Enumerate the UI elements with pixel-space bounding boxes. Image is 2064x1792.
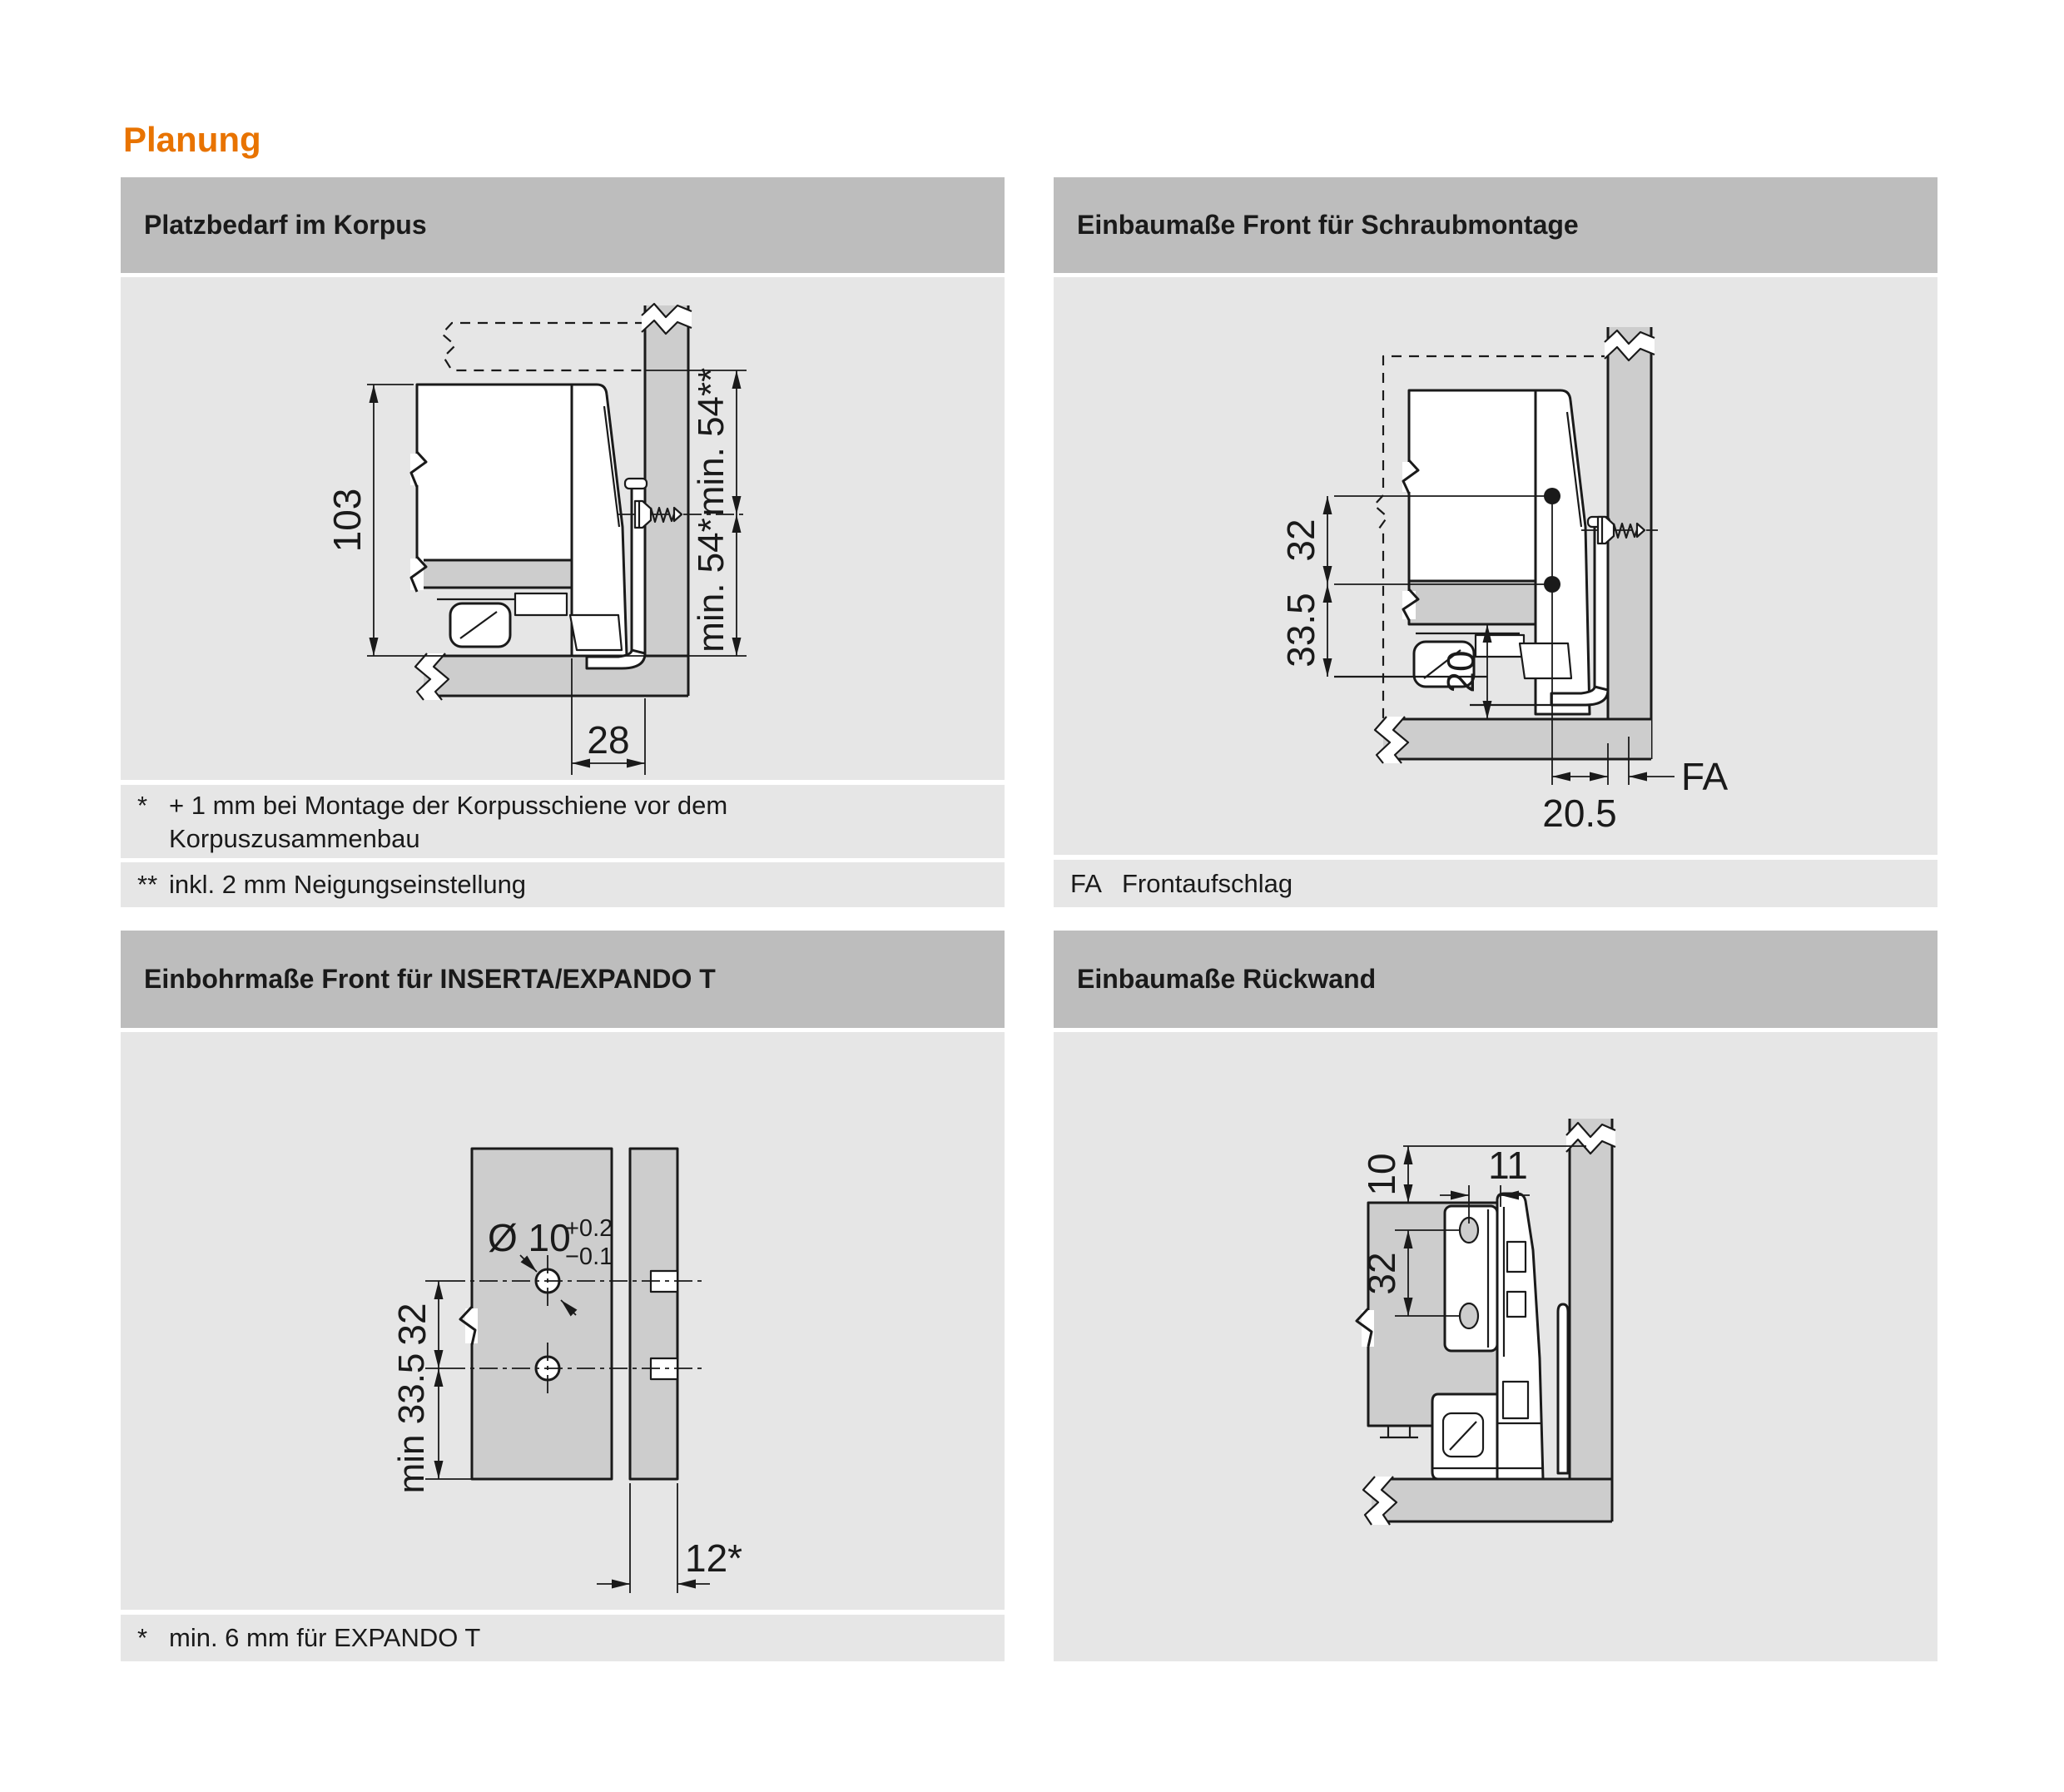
footnote-text: + 1 mm bei Montage der Korpusschiene vor dem Korpuszusammenbau <box>169 791 728 853</box>
dim-33-5: 33.5 <box>1279 593 1322 668</box>
rueckwand-svg <box>1054 1032 1937 1661</box>
platzbedarf-drawing <box>121 277 1005 780</box>
drawer-interior <box>417 385 572 560</box>
footnote-marker: * <box>137 791 148 820</box>
platzbedarf-svg <box>121 277 1005 780</box>
dim-12: 12* <box>685 1536 743 1580</box>
footnote-text: min. 6 mm für EXPANDO T <box>169 1623 481 1652</box>
panel-header-rueckwand <box>1054 931 1937 1028</box>
panel-title: Einbaumaße Front für Schraubmontage <box>1077 210 1579 240</box>
panel-header-einbohr <box>121 931 1005 1028</box>
screw-position-dot <box>1544 488 1560 504</box>
dim-fa: FA <box>1681 755 1729 798</box>
cabinet-bottom-panel <box>1383 719 1651 759</box>
legend-label: Frontaufschlag <box>1122 868 1293 898</box>
dim-32: 32 <box>1279 519 1322 562</box>
einbohr-drawing <box>121 1032 1005 1610</box>
dim-11: 11 <box>1488 1144 1528 1187</box>
runner-roller <box>450 603 510 647</box>
dashed-shelf-outline <box>442 323 645 370</box>
front-panel-face <box>472 1149 612 1479</box>
panel-title: Einbaumaße Rückwand <box>1077 964 1377 994</box>
rear-bracket <box>1595 525 1608 690</box>
cabinet-bottom-panel <box>1372 1479 1612 1521</box>
einbohr-svg <box>121 1032 1005 1610</box>
cabinet-bottom-panel <box>424 656 688 696</box>
footnote-marker: * <box>137 1623 148 1652</box>
cabinet-side-panel <box>1608 327 1651 759</box>
dim-tolerance-minus: −0.1 <box>565 1243 613 1270</box>
footnote-row <box>121 862 1005 907</box>
panel-header-platzbedarf <box>121 177 1005 273</box>
footnote-row <box>121 1615 1005 1661</box>
cabinet-side-panel <box>645 305 688 656</box>
schraubmontage-svg <box>1054 277 1937 855</box>
cabinet-side-panel <box>1570 1119 1612 1479</box>
dim-10: 10 <box>1360 1153 1403 1196</box>
dim-32: 32 <box>390 1303 434 1346</box>
dim-min54-2star: min. 54** <box>691 367 732 517</box>
schraubmontage-drawing <box>1054 277 1937 855</box>
panel-header-schraubmontage <box>1054 177 1937 273</box>
dim-32: 32 <box>1360 1252 1403 1295</box>
screw-position-dot <box>1544 576 1560 593</box>
dim-diameter: Ø 10 <box>488 1216 571 1259</box>
drawer-bottom-board <box>1409 581 1536 624</box>
dim-103: 103 <box>325 488 369 553</box>
legend-abbr: FA <box>1070 868 1102 898</box>
legend-row <box>1054 860 1937 907</box>
dim-28: 28 <box>587 718 630 762</box>
dim-tolerance-plus: +0.2 <box>565 1215 613 1242</box>
footnote-row <box>121 785 1005 858</box>
page-title: Planung <box>123 120 261 159</box>
drawer-interior <box>1409 390 1536 581</box>
drawer-bottom-board <box>417 560 572 588</box>
footnote-marker: ** <box>137 870 158 899</box>
panel-title: Einbohrmaße Front für INSERTA/EXPANDO T <box>144 964 716 994</box>
panel-title: Platzbedarf im Korpus <box>144 210 427 240</box>
dim-20: 20 <box>1439 650 1482 693</box>
dim-20-5: 20.5 <box>1542 792 1617 835</box>
bracket-hole <box>1460 1303 1478 1328</box>
rueckwand-drawing <box>1054 1032 1937 1661</box>
dim-min-33-5: min 33.5 <box>391 1353 432 1494</box>
footnote-text: inkl. 2 mm Neigungseinstellung <box>169 870 527 899</box>
front-panel-edge <box>630 1149 677 1479</box>
dim-min54-star: min. 54* <box>691 518 732 653</box>
wall-hook-profile <box>1558 1304 1568 1473</box>
